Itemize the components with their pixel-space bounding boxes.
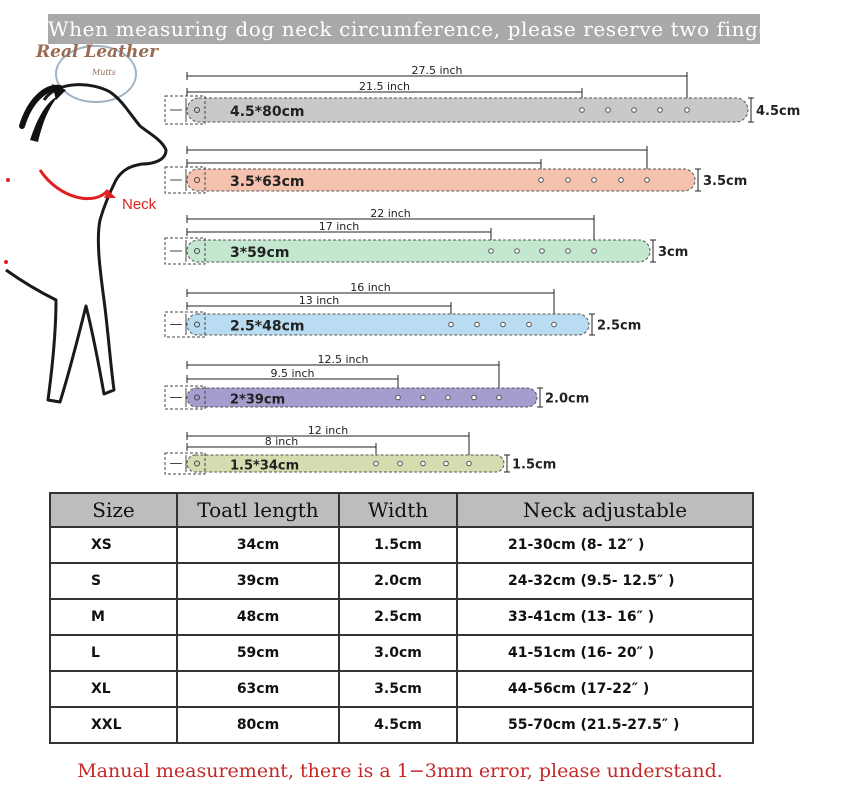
collar-hole	[527, 322, 532, 327]
collar-hole	[475, 322, 480, 327]
collar-1	[165, 64, 800, 124]
dimension-label-long: 16 inch	[350, 281, 391, 294]
collar-hole	[374, 461, 379, 466]
table-row	[50, 635, 753, 671]
dimension-label-short: 13 inch	[298, 294, 340, 307]
collar-4	[165, 281, 641, 337]
cell-size: M	[50, 599, 177, 635]
table-row	[50, 671, 753, 707]
dimension-label-long: 12.5 inch	[317, 353, 369, 366]
cell-width: 4.5cm	[339, 707, 457, 743]
table-row	[50, 707, 753, 743]
collar-hole	[421, 461, 426, 466]
dimension-label-long: 22 inch	[370, 207, 411, 220]
collar-width-label: 3.5cm	[703, 174, 748, 189]
header-neck-adjustable: Neck adjustable	[457, 493, 753, 527]
cell-length: 80cm	[177, 707, 339, 743]
collar-width-label: 4.5cm	[756, 104, 801, 119]
collar-hole	[444, 461, 449, 466]
collar-hole	[580, 108, 585, 113]
cell-length: 48cm	[177, 599, 339, 635]
table-header-row	[50, 493, 753, 527]
dimension-label-long: 27.5 inch	[411, 64, 463, 77]
dimension-label-short: 21.5 inch	[358, 80, 411, 93]
table-row	[50, 563, 753, 599]
collar-hole	[539, 178, 544, 183]
measurement-note: Manual measurement, there is a 1−3mm error, please understand.	[77, 760, 723, 782]
cell-neck: 41-51cm (16- 20″ )	[457, 635, 753, 671]
collar-hole	[472, 395, 477, 400]
cell-size: L	[50, 635, 177, 671]
cell-neck: 21-30cm (8- 12″ )	[457, 527, 753, 563]
cell-length: 59cm	[177, 635, 339, 671]
collar-hole	[515, 249, 520, 254]
collar-hole	[592, 249, 597, 254]
collar-hole	[552, 322, 557, 327]
collar-size-label: 3*59cm	[230, 245, 290, 261]
header-total-length: Toatl length	[177, 493, 339, 527]
dimension-label-short: 8 inch	[264, 435, 299, 448]
collar-hole	[540, 249, 545, 254]
cell-width: 1.5cm	[339, 527, 457, 563]
neck-label: Neck	[122, 196, 157, 213]
cell-size: XS	[50, 527, 177, 563]
cell-length: 39cm	[177, 563, 339, 599]
cell-width: 3.0cm	[339, 635, 457, 671]
instruction-banner: When measuring dog neck circumference, please reserve two fingers size.	[48, 14, 760, 44]
collar-size-label: 3.5*63cm	[230, 174, 305, 190]
cell-width: 2.0cm	[339, 563, 457, 599]
collar-hole	[606, 108, 611, 113]
cell-length: 63cm	[177, 671, 339, 707]
collar-3	[165, 207, 688, 264]
collar-hole	[685, 108, 690, 113]
collar-hole	[632, 108, 637, 113]
collar-hole	[421, 395, 426, 400]
collar-hole	[449, 322, 454, 327]
dimension-label-long: 12 inch	[307, 424, 349, 437]
cell-length: 34cm	[177, 527, 339, 563]
collar-hole	[398, 461, 403, 466]
table-row	[50, 527, 753, 563]
collar-width-label: 3cm	[658, 245, 689, 260]
dimension-label-short: 17 inch	[318, 220, 360, 233]
collar-size-label: 2*39cm	[230, 392, 286, 408]
collar-hole	[501, 322, 506, 327]
cell-neck: 55-70cm (21.5-27.5″ )	[457, 707, 753, 743]
collar-5	[165, 353, 589, 409]
header-size: Size	[50, 493, 177, 527]
collar-size-label: 2.5*48cm	[230, 318, 305, 335]
cell-neck: 33-41cm (13- 16″ )	[457, 599, 753, 635]
brand-logo-subtext: Mutts	[92, 68, 116, 77]
collar-2	[165, 146, 747, 193]
collar-size-label: 1.5*34cm	[230, 458, 300, 474]
collar-hole	[396, 395, 401, 400]
header-width: Width	[339, 493, 457, 527]
dimension-label-short: 9.5 inch	[270, 367, 315, 380]
table-row	[50, 599, 753, 635]
brand-logo-text: Real Leather	[36, 42, 159, 62]
collar-width-label: 2.0cm	[545, 391, 590, 407]
collar-hole	[489, 249, 494, 254]
collar-hole	[592, 178, 597, 183]
collar-hole	[497, 395, 502, 400]
cell-size: XXL	[50, 707, 177, 743]
collar-hole	[566, 249, 571, 254]
collar-hole	[566, 178, 571, 183]
cell-size: S	[50, 563, 177, 599]
collar-width-label: 2.5cm	[597, 318, 642, 334]
collar-width-label: 1.5cm	[512, 457, 557, 473]
size-chart-table	[49, 492, 754, 744]
cell-neck: 24-32cm (9.5- 12.5″ )	[457, 563, 753, 599]
collar-hole	[658, 108, 663, 113]
collar-hole	[446, 395, 451, 400]
cell-neck: 44-56cm (17-22″ )	[457, 671, 753, 707]
collar-size-label: 4.5*80cm	[230, 104, 305, 120]
collar-6	[165, 424, 556, 474]
collar-hole	[645, 178, 650, 183]
cell-size: XL	[50, 671, 177, 707]
cell-width: 2.5cm	[339, 599, 457, 635]
collar-hole	[467, 461, 472, 466]
collar-hole	[619, 178, 624, 183]
cell-width: 3.5cm	[339, 671, 457, 707]
